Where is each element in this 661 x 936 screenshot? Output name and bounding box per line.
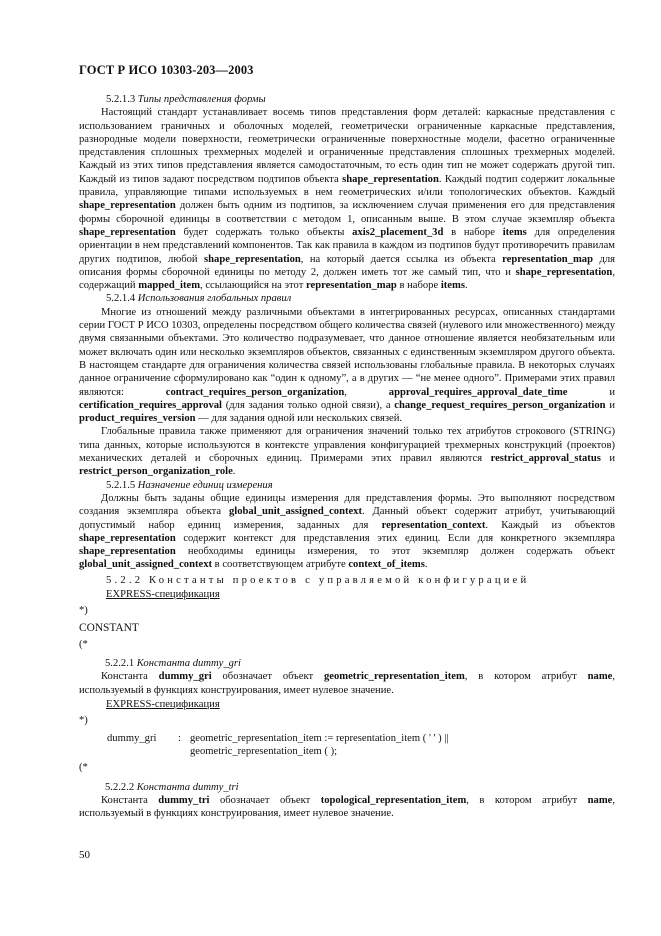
comment-open: (* (79, 762, 88, 774)
code-expression (190, 732, 448, 759)
page-number: 50 (79, 849, 90, 861)
document-header: ГОСТ Р ИСО 10303-203—2003 (79, 63, 254, 77)
section-heading-5-2-1-3: 5.2.1.3 Типы представления формы (106, 94, 266, 105)
comment-open: (* (79, 638, 88, 650)
code-line: geometric_representation_item := representation_item ( ' ' ) || (190, 732, 449, 744)
paragraph-global-rules-string: Глобальные правила также применяют для ограничения значений только тех атрибутов строкового (STRING) типа данных, которые используются в контексте управления конфигурацией трехмерных конструкций (проектов) механических деталей и сборочных единиц. Примерами этих правил являются restrict_approval_status и restrict_person_organization_role. (79, 426, 615, 478)
paragraph-dummy-gri: Константа dummy_gri обозначает объект geometric_representation_item, в котором атрибут name, используемый в функциях конструирования, имеет нулевое значение. (79, 671, 615, 696)
constant-keyword: CONSTANT (79, 621, 139, 634)
paragraph-dummy-tri: Константа dummy_tri обозначает объект topological_representation_item, в котором атрибут name, используемый в функциях конструирования, имеет нулевое значение. (79, 794, 615, 820)
express-spec-label: EXPRESS-спецификация (106, 699, 220, 711)
section-heading-5-2-2: 5.2.2 Константы проектов с управляемой конфигурацией (106, 574, 530, 586)
paragraph-units: Должны быть заданы общие единицы измерения для представления формы. Это выполняют посредством создания экземпляра объекта global_unit_assigned_context. Данный объект содержит атрибут, учитывающий допустимый набор единиц измерения, заданных для representation_context. Каждый из объектов shape_representation содержит контекст для представления этих единиц. Если для конкретного экземпляра shape_representation необходимы единицы измерения, то этот экземпляр должен содержать объект global_unit_assigned_context в соответствующем атрибуте context_of_items. (79, 492, 615, 571)
section-heading-5-2-1-5: 5.2.1.5 Назначение единиц измерения (106, 479, 273, 491)
express-spec-label: EXPRESS-спецификация (106, 588, 220, 600)
comment-close: *) (79, 715, 88, 727)
code-separator: : (178, 732, 181, 744)
comment-close: *) (79, 605, 88, 617)
code-identifier: dummy_gri (107, 732, 157, 744)
code-line: geometric_representation_item ( ); (190, 745, 338, 757)
code-block-dummy-gri (79, 732, 615, 759)
section-heading-5-2-2-2: 5.2.2.2 Константа dummy_tri (105, 781, 239, 793)
page-content (79, 93, 615, 820)
paragraph-shape-representation-types: Настоящий стандарт устанавливает восемь типов представления форм деталей: каркасные представления с использованием граничных и оболочных моделей, геометрически ограниченные каркасные представления, разнородные модели поверхности, геометрически ограниченные поверхностные модели, фасетно ограниченные представления сплошных трехмерных моделей и ограниченные представления сплошных трехмерных моделей. Каждый из этих типов представления является самодостаточным, то есть один тип не может содержать другой тип. Каждый из типов задают посредством подтипов объекта shape_representation. Каждый подтип содержит локальные правила, управляющие типами используемых в нем геометрических и/или топологических объектов. Каждый shape_representation должен быть одним из подтипов, за исключением случая применения его для представления формы сборочной единицы в соответствии с методом 1, описанным выше. В этом случае экземпляр объекта shape_representation будет содержать только объекты axis2_placement_3d в наборе items для определения ориентации в нем представлений компонентов. Так как правила в каждом из подтипов будут противоречить правилам других подтипов, любой shape_representation, на который дается ссылка из объекта representation_map для описания формы сборочной единицы по методу 2, должен иметь тот же самый тип, что и shape_representation, содержащий mapped_item, ссылающийся на этот representation_map в наборе items. (79, 107, 616, 292)
section-heading-5-2-2-1: 5.2.2.1 Константа dummy_gri (105, 658, 241, 670)
section-heading-5-2-1-4: 5.2.1.4 Использования глобальных правил (106, 293, 292, 305)
paragraph-global-rules: Многие из отношений между различными объектами в интегрированных ресурсах, описанных стандартами серии ГОСТ Р ИСО 10303, определены посредством общего количества связей (нулевого или множественного) между двумя связанными объектами. Это количество подразумевает, что данное отношение является необязательным или может включать один или несколько экземпляров объектов, связанных с единственным экземпляром другого объекта. В настоящем стандарте для ограничения количества связей использованы глобальные правила. В некоторых случаях данное ограничение сформулировано как “один к одному”, а в других — “не менее одного”. Примерами этих правил являются: contract_requires_person_organization, approval_requires_approval_date_time и certification_requires_approval (для задания только одной связи), а change_request_requires_person_organization и product_requires_version — для задания одной или нескольких связей. (79, 306, 615, 425)
